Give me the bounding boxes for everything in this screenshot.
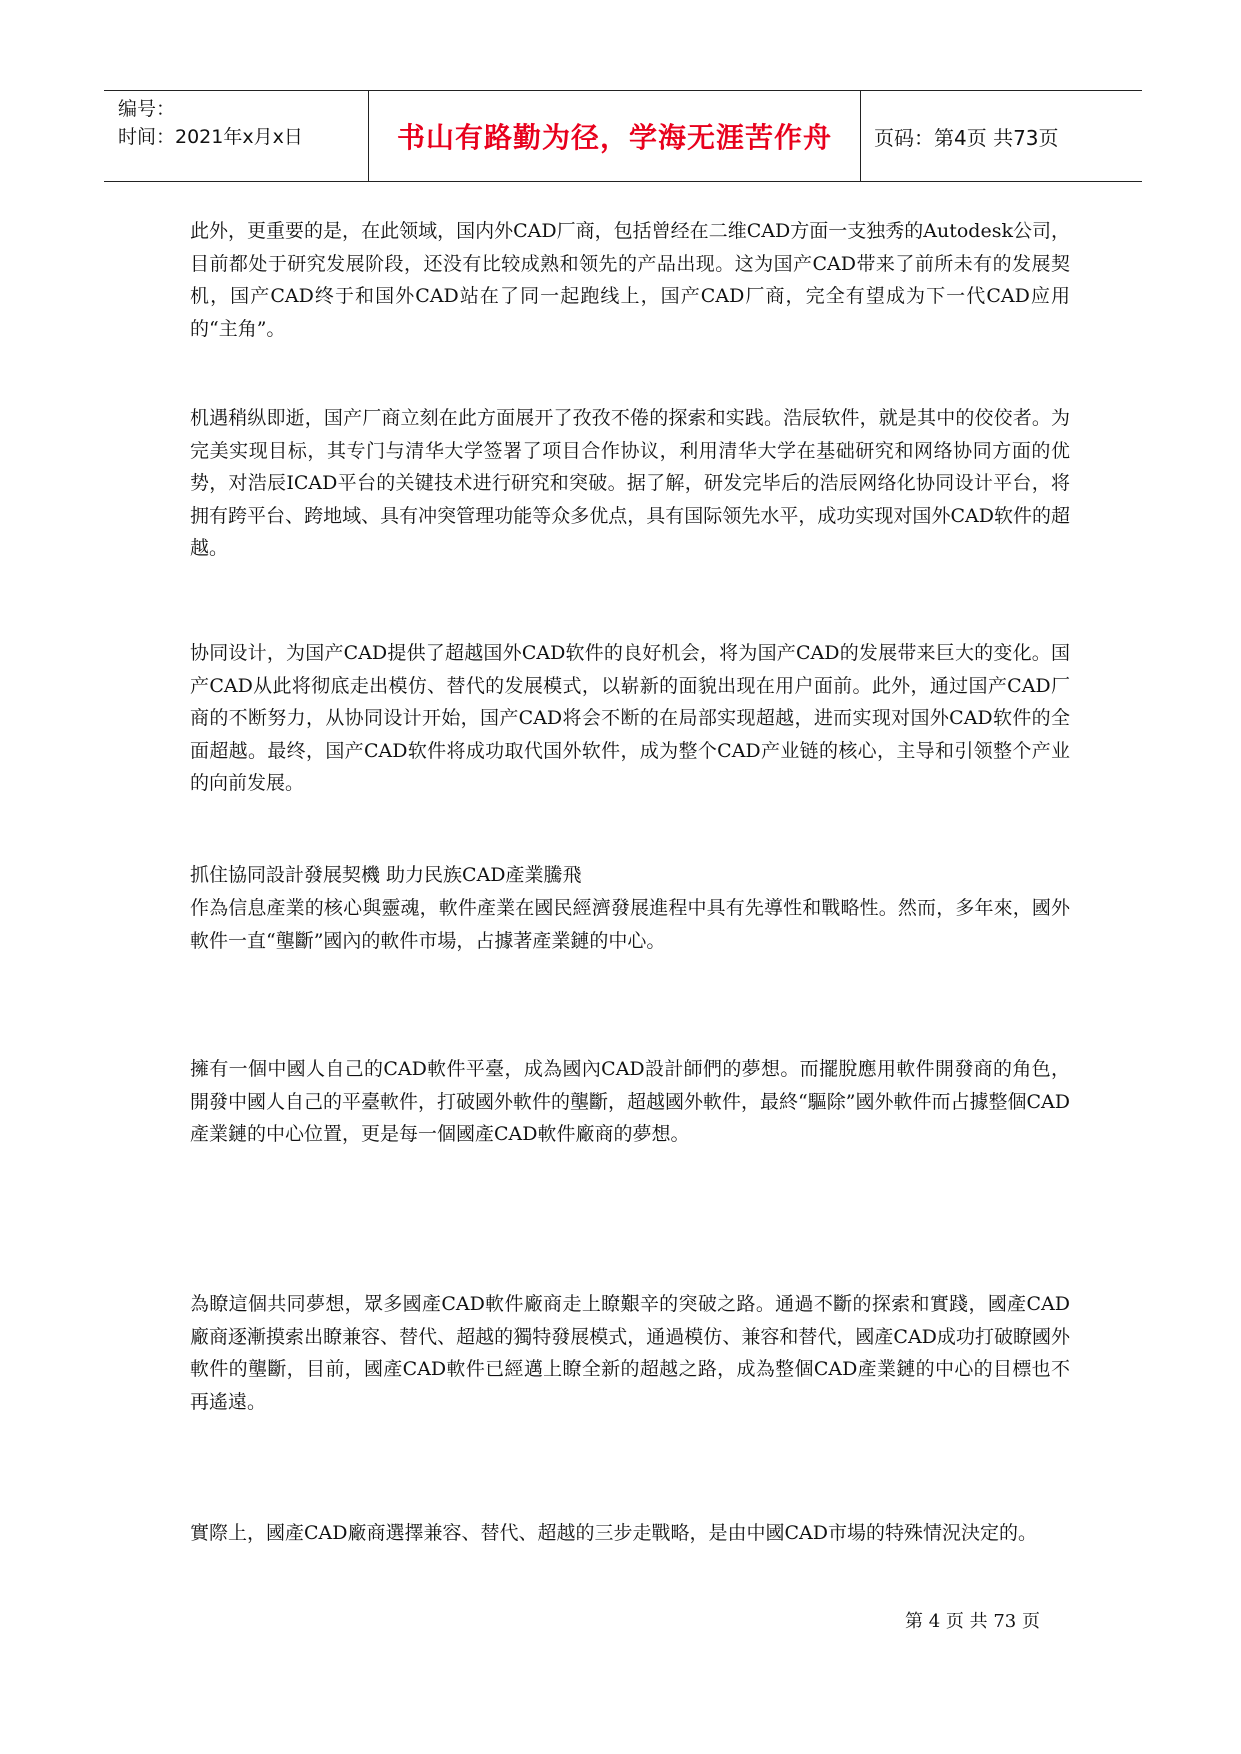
paragraph: 擁有一個中國人自己的CAD軟件平臺，成為國內CAD設計師們的夢想。而擺脫應用軟件開發商的角色，開發中國人自己的平臺軟件，打破國外軟件的壟斷，超越國外軟件，最終“驅除”國外軟件而占據整個CAD產業鏈的中心位置，更是每一個國產CAD軟件廠商的夢想。: [190, 1058, 1070, 1145]
paragraph: 實際上，國產CAD廠商選擇兼容、替代、超越的三步走戰略，是由中國CAD市場的特殊情況決定的。: [190, 1522, 1037, 1544]
document-time-label: 时间：2021年x月x日: [118, 126, 303, 148]
paragraph: 机遇稍纵即逝，国产厂商立刻在此方面展开了孜孜不倦的探索和实践。浩辰软件，就是其中的佼佼者。为完美实现目标，其专门与清华大学签署了项目合作协议，利用清华大学在基础研究和网络协同方面的优势，对浩辰ICAD平台的关键技术进行研究和突破。据了解，研发完毕后的浩辰网络化协同设计平台，将拥有跨平台、跨地域、具有冲突管理功能等众多优点，具有国际领先水平，成功实现对国外CAD软件的超越。: [190, 407, 1070, 559]
page-number-footer: 第 4 页 共 73 页: [905, 1611, 1040, 1632]
header-divider: [368, 91, 369, 181]
paragraph: 作為信息產業的核心與靈魂，軟件產業在國民經濟發展進程中具有先導性和戰略性。然而，多年來，國外軟件一直“壟斷”國內的軟件市場，占據著產業鏈的中心。: [190, 897, 1070, 952]
header-meta: [118, 95, 303, 151]
header-page-label: 页码：第4页 共73页: [874, 125, 1059, 150]
section-heading: 抓住協同設計發展契機 助力民族CAD產業騰飛: [190, 864, 582, 886]
header-divider: [860, 91, 861, 181]
paragraph: 此外，更重要的是，在此领域，国内外CAD厂商，包括曾经在二维CAD方面一支独秀的Autodesk公司，目前都处于研究发展阶段，还没有比较成熟和领先的产品出现。这为国产CAD带来了前所未有的发展契机，国产CAD终于和国外CAD站在了同一起跑线上，国产CAD厂商，完全有望成为下一代CAD应用的“主角”。: [190, 220, 1070, 340]
document-number-label: 编号：: [118, 98, 176, 120]
header-motto: 书山有路勤为径，学海无涯苦作舟: [396, 121, 832, 154]
document-header: [104, 90, 1142, 182]
paragraph: 為瞭這個共同夢想，眾多國產CAD軟件廠商走上瞭艱辛的突破之路。通過不斷的探索和實踐，國產CAD廠商逐漸摸索出瞭兼容、替代、超越的獨特發展模式，通過模仿、兼容和替代，國產CAD成功打破瞭國外軟件的壟斷，目前，國產CAD軟件已經邁上瞭全新的超越之路，成為整個CAD產業鏈的中心的目標也不再遙遠。: [190, 1293, 1070, 1413]
paragraph: 协同设计，为国产CAD提供了超越国外CAD软件的良好机会，将为国产CAD的发展带来巨大的变化。国产CAD从此将彻底走出模仿、替代的发展模式，以崭新的面貌出现在用户面前。此外，通过国产CAD厂商的不断努力，从协同设计开始，国产CAD将会不断的在局部实现超越，进而实现对国外CAD软件的全面超越。最终，国产CAD软件将成功取代国外软件，成为整个CAD产业链的核心，主导和引领整个产业的向前发展。: [190, 642, 1070, 794]
